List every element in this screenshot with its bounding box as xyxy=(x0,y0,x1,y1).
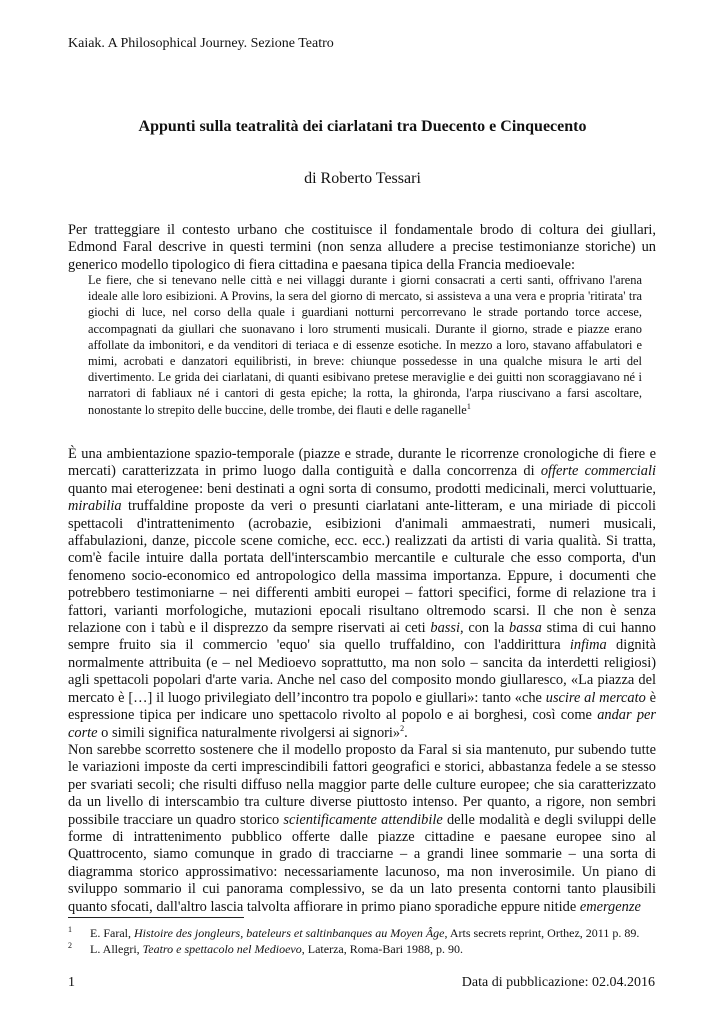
text-run: delle modalità e degli sviluppi delle forme di intrattenimento pubblico offerte dalle piazze cittadine e paesane europee sino al Quattrocento, siamo comunque in grado di tracciarne – a grandi linee sommarie – una sorta di diagramma storico approssimativo: necessariamente lacunoso, ma non inverosimile. Un piano di sviluppo sommario il cui panorama complessivo, se da un lato presenta contorni tanto plausibili quanto sfocati, dall'altro lascia talvolta affiorare in primo piano sporadiche eppure nitide xyxy=(68,811,656,915)
footnote-book-title: Teatro e spettacolo nel Medioevo xyxy=(142,942,302,956)
emphasis: infima xyxy=(569,637,607,654)
footnote-2 xyxy=(68,941,668,957)
emphasis: bassa xyxy=(509,620,542,637)
text-run: È una ambientazione spazio-temporale (piazze e strade, durante le ricorrenze cronologiche di fiere e mercati) caratterizzata in primo luogo dalla contiguità e dalla concorrenza di xyxy=(68,446,656,480)
footnote-divider xyxy=(68,917,244,918)
emphasis: offerte commerciali xyxy=(540,463,657,480)
footnote-book-title: Histoire des jongleurs, bateleurs et saltinbanques au Moyen Âge xyxy=(134,926,445,940)
text-run: Non sarebbe scorretto sostenere che il modello proposto da Faral si sia mantenuto, pur subendo tutte le variazioni imposte da certi imprescindibili fattori geografici e storici, abbastanza fedele a se stesso per svariati secoli; che risulti diffuso nella maggior parte delle culture europee; che sia caratterizzato da un livello di interscambio tra culture diverse piuttosto intenso. Per quanto, a rigore, non sembri possibile tracciare un quadro storico xyxy=(68,741,656,828)
emphasis: uscire al mercato xyxy=(545,689,646,706)
block-quote xyxy=(88,272,642,418)
footnote-1 xyxy=(68,925,668,941)
text-run: è espressione tipica per indicare uno spettacolo rivolto al popolo e ai borghesi, così come xyxy=(68,689,656,724)
running-header: Kaiak. A Philosophical Journey. Sezione Teatro xyxy=(68,36,334,51)
article-title: Appunti sulla teatralità dei ciarlatani tra Duecento e Cinquecento xyxy=(138,118,587,135)
footnote-text: E. Faral, xyxy=(90,926,134,940)
emphasis: scientificamente attendibile xyxy=(283,811,443,828)
publication-date: Data di pubblicazione: 02.04.2016 xyxy=(461,975,655,990)
body-text xyxy=(68,446,656,916)
footnote-number: 2 xyxy=(68,941,72,950)
paragraph-1 xyxy=(68,446,656,742)
text-run: stima di cui hanno sempre fruito sia il commercio 'equo' sia quello truffaldino, con l'addirittura xyxy=(68,620,656,654)
text-run: o simili significa naturalmente rivolgersi ai signori» xyxy=(97,724,401,741)
footnote-ref-1[interactable]: 1 xyxy=(466,401,471,411)
text-run: dignità normalmente attribuita (e – nel Medioevo soprattutto, ma non solo – sancita da interdetti religiosi) agli spettacoli popolari d'arte varia. Anche nel caso del composito mondo giullaresco, «La piazza del mercato è […] il luogo privilegiato dell’incontro tra popolo e giullari»: tanto «che xyxy=(68,637,656,706)
footnote-number: 1 xyxy=(68,925,72,934)
text-run: quanto mai eterogenee: beni destinati a ogni sorta di consumo, prodotti medicinali, merci voluttuarie, xyxy=(68,480,656,497)
intro-paragraph: Per tratteggiare il contesto urbano che costituisce il fondamentale brodo di coltura dei giullari, Edmond Faral descrive in questi termini (non senza alludere a precise testimonianze storiche) un generico modello tipologico di fiera cittadina e paesana tipica della Francia medioevale: xyxy=(68,222,656,273)
text-run: truffaldine proposte da veri o presunti ciarlatani ante-litteram, e una miriade di piccoli spettacoli d'intrattenimento (acrobazie, esibizioni d'animali ammaestrati, numeri musicali, affabulazioni, danze, piccole scene comiche, ecc. ecc.) realizzati da artisti di varia qualità. Si tratta, com'è facile intuire dalla portata dell'interscambio mercantile e culturale che esso comporta, d'un fenomeno socio-economico ed antropologico della massima importanza. Eppure, i documenti che potrebbero testimoniarne – nei differenti ambiti europei – fattori specifici, forme di relazione tra i fattori, varianti morfologiche, mutazioni epocali risultano oltremodo scarsi. Il che non è senza relazione con i tabù e il disprezzo da sempre riservati ai ceti xyxy=(68,498,656,637)
article-author: di Roberto Tessari xyxy=(304,170,421,187)
emphasis: emergenze xyxy=(579,898,641,915)
quote-text: Le fiere, che si tenevano nelle città e nei villaggi durante i giorni consacrati a certi santi, offrivano l'arena ideale alle loro esibizioni. A Provins, la sera del giorno di mercato, si assisteva a una vera e propria 'ritirata' tra giochi di luce, nel corso della quale i guardiani notturni percorrevano le strade portando torce accese, accompagnati da giullari che suonavano i loro strumenti musicali. Durante il giorno, strade e piazze erano affollate da imbonitori, e da venditori di teriaca e di essenze esotiche. In mezzo a loro, stavano affabulatori e mimi, acrobati e danzatori equilibristi, in breve: chiunque possedesse in una qualche misura le arti del divertimento. Le grida dei ciarlatani, di quanti esibivano pretese meraviglie e dei guitti non scoraggiavano né i narratori di fabliaux né i cantori di gesta epiche; la rotta, la ghironda, l'arpa riuscivano a farsi ascoltare, nonostante lo strepito delle buccine, delle trombe, dei flauti e delle raganelle xyxy=(88,273,642,417)
text-run: . xyxy=(404,724,408,741)
footnote-text: L. Allegri, xyxy=(90,942,143,956)
footnotes xyxy=(68,925,668,957)
footnote-text: , Laterza, Roma-Bari 1988, p. 90. xyxy=(301,942,464,956)
page-number: 1 xyxy=(68,975,75,990)
footnote-text: , Arts secrets reprint, Orthez, 2011 p. 89. xyxy=(444,926,640,940)
footnote-ref-2[interactable]: 2 xyxy=(400,723,405,733)
text-run: , con la xyxy=(459,620,510,637)
emphasis: andar per corte xyxy=(68,707,657,741)
emphasis: mirabilia xyxy=(68,498,122,515)
paragraph-2 xyxy=(68,742,656,916)
emphasis: bassi xyxy=(430,620,460,637)
